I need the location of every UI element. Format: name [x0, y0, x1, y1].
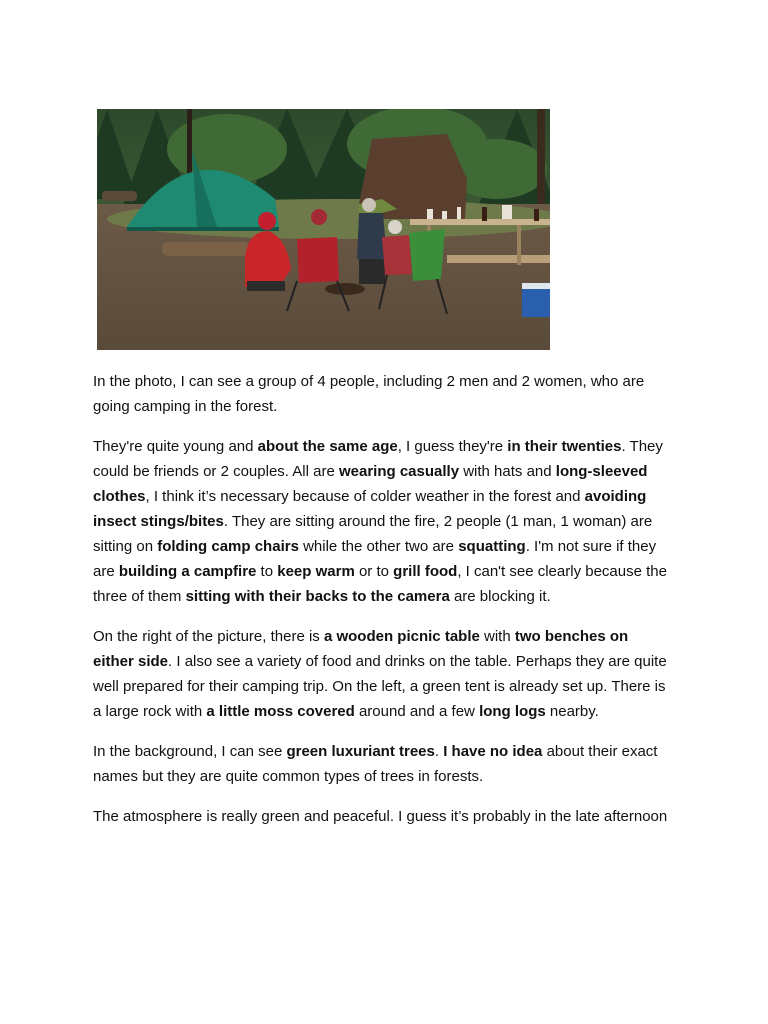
bold-phrase: long-sleeved clothes: [93, 463, 648, 505]
text-run: In the photo, I can see a group of 4 people, including 2 men and 2 women, who are going camping in the forest.: [93, 373, 645, 415]
paragraph-5: [93, 804, 673, 829]
text-run: . I'm not sure if they are: [93, 538, 657, 580]
text-run: or to: [354, 563, 394, 580]
bold-phrase: squatting: [458, 538, 526, 555]
bold-phrase: I have no idea: [443, 743, 543, 760]
text-run: about their exact names but they are quite common types of trees in forests.: [93, 743, 658, 785]
text-run: , I think it’s necessary because of colder weather in the forest and: [145, 488, 585, 505]
picnic-table: [410, 219, 550, 225]
paragraph-4: [93, 739, 673, 789]
log: [162, 242, 252, 256]
bold-phrase: about the same age: [257, 438, 398, 455]
bold-phrase: grill food: [393, 563, 458, 580]
bold-phrase: green luxuriant trees: [286, 743, 435, 760]
paragraph-1: [93, 369, 673, 419]
bold-phrase: in their twenties: [507, 438, 622, 455]
paragraph-3: [93, 624, 673, 724]
cooler: [522, 287, 550, 317]
text-run: . They could be friends or 2 couples. All are: [93, 438, 663, 480]
camping-photo: [97, 109, 550, 350]
bold-phrase: long logs: [479, 703, 546, 720]
bold-phrase: avoiding insect stings/bites: [93, 488, 647, 530]
text-run: In the background, I can see: [93, 743, 287, 760]
text-run: They're quite young and: [93, 438, 258, 455]
text-run: with hats and: [459, 463, 556, 480]
text-run: are blocking it.: [449, 588, 551, 605]
bold-phrase: folding camp chairs: [157, 538, 299, 555]
bold-phrase: a little moss covered: [206, 703, 355, 720]
text-run: to: [256, 563, 278, 580]
text-run: nearby.: [545, 703, 599, 720]
bold-phrase: sitting with their backs to the camera: [185, 588, 450, 605]
bold-phrase: a wooden picnic table: [323, 628, 480, 645]
bold-phrase: two benches on either side: [93, 628, 629, 670]
paragraph-2: [93, 434, 673, 609]
text-run: On the right of the picture, there is: [93, 628, 324, 645]
text-run: around and a few: [354, 703, 480, 720]
description-text: [93, 369, 673, 844]
text-run: , I can't see clearly because the three of them: [93, 563, 667, 605]
text-run: .: [434, 743, 444, 760]
text-run: The atmosphere is really green and peaceful. I guess it’s probably in the late afternoon: [93, 808, 668, 825]
campfire: [325, 283, 365, 295]
text-run: . I also see a variety of food and drinks on the table. Perhaps they are quite well prepared for their camping trip. On the left, a green tent is already set up. There is a large rock with: [93, 653, 667, 720]
text-run: , I guess they're: [397, 438, 508, 455]
bold-phrase: building a campfire: [118, 563, 257, 580]
text-run: with: [479, 628, 515, 645]
bold-phrase: keep warm: [277, 563, 355, 580]
bold-phrase: wearing casually: [338, 463, 460, 480]
text-run: . They are sitting around the fire, 2 people (1 man, 1 woman) are sitting on: [93, 513, 653, 555]
text-run: while the other two are: [298, 538, 459, 555]
